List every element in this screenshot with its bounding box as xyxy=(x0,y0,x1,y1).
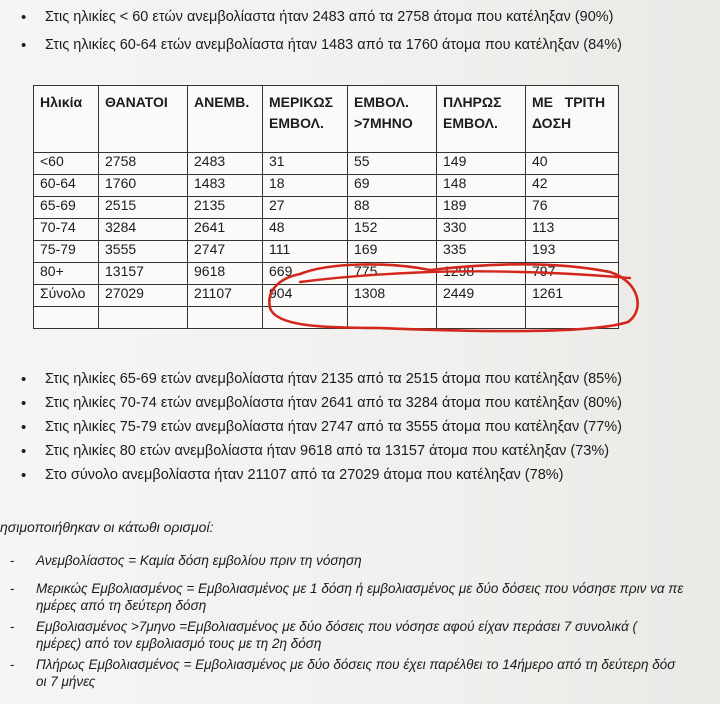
table-cell: 65-69 xyxy=(34,197,99,219)
table-cell: 2515 xyxy=(99,197,188,219)
definition-text: Ανεμβολίαστος = Καμία δόση εμβολίου πριν τη νόσηση xyxy=(36,553,362,568)
table-cell: 40 xyxy=(526,153,619,175)
table-cell: 80+ xyxy=(34,263,99,285)
table-cell: 148 xyxy=(437,175,526,197)
header-cell: ΠΛΗΡΩΣ ΕΜΒΟΛ. xyxy=(437,86,526,153)
bullet-glyph: • xyxy=(21,371,27,388)
bullet-text: Στις ηλικίες 80 ετών ανεμβολίαστα ήταν 9618 από τα 13157 άτομα που κατέληξαν (73%) xyxy=(45,443,610,459)
table-cell: 88 xyxy=(348,197,437,219)
header-cell: ΜΕΡΙΚΩΣ ΕΜΒΟΛ. xyxy=(263,86,348,153)
bullet-text: Στις ηλικίες 65-69 ετών ανεμβολίαστα ήταν 2135 από τα 2515 άτομα που κατέληξαν (85%) xyxy=(45,371,622,387)
table-cell: 904 xyxy=(263,285,348,307)
table-cell: 193 xyxy=(526,241,619,263)
table-cell: 42 xyxy=(526,175,619,197)
header-cell: ΑΝΕΜΒ. xyxy=(188,86,263,153)
bullet-item xyxy=(21,443,610,460)
table-cell: 797 xyxy=(526,263,619,285)
table-cell: 1308 xyxy=(348,285,437,307)
definition-item xyxy=(10,581,684,596)
definition-continuation: ημέρες από τη δεύτερη δόση xyxy=(36,598,207,613)
table-cell: 169 xyxy=(348,241,437,263)
definition-item xyxy=(10,619,638,634)
table-cell: 70-74 xyxy=(34,219,99,241)
table-cell: 69 xyxy=(348,175,437,197)
definition-item xyxy=(10,553,362,568)
table-cell: 330 xyxy=(437,219,526,241)
table-cell: Σύνολο xyxy=(34,285,99,307)
bullet-item xyxy=(21,371,622,388)
table-cell: 3284 xyxy=(99,219,188,241)
bullet-glyph: • xyxy=(21,395,27,412)
definition-item xyxy=(10,657,676,672)
table-cell: 2641 xyxy=(188,219,263,241)
header-cell: ΘΑΝΑΤΟΙ xyxy=(99,86,188,153)
table-cell: 1298 xyxy=(437,263,526,285)
bullet-text: Στις ηλικίες < 60 ετών ανεμβολίαστα ήταν 2483 από τα 2758 άτομα που κατέληξαν (90%) xyxy=(45,9,614,25)
bullet-glyph: • xyxy=(21,419,27,436)
table-cell: 3555 xyxy=(99,241,188,263)
definition-continuation: ημέρες) από τον εμβολιασμό τους με τη 2η δόση xyxy=(36,636,322,651)
definition-continuation: οι 7 μήνες xyxy=(36,674,96,689)
bullet-item xyxy=(21,467,564,484)
red-strike-mark xyxy=(300,271,630,282)
table-cell: 1760 xyxy=(99,175,188,197)
dash-glyph: - xyxy=(10,619,15,634)
header-cell: Ηλικία xyxy=(34,86,99,153)
table-cell: 111 xyxy=(263,241,348,263)
bullet-text: Στις ηλικίες 70-74 ετών ανεμβολίαστα ήταν 2641 από τα 3284 άτομα που κατέληξαν (80%) xyxy=(45,395,622,411)
table-cell: 2449 xyxy=(437,285,526,307)
definition-text: Εμβολιασμένος >7μηνο =Εμβολιασμένος με δύο δόσεις που νόσησε αφού είχαν περάσει 7 συνολικά ( xyxy=(36,619,638,634)
bullet-glyph: • xyxy=(21,9,27,26)
bullet-glyph: • xyxy=(21,467,27,484)
definition-text: Μερικώς Εμβολιασμένος = Εμβολιασμένος με 1 δόση ή εμβολιασμένος με δύο δόσεις που νόσησε πριν να πε xyxy=(36,581,684,596)
table-cell: <60 xyxy=(34,153,99,175)
table-cell: 55 xyxy=(348,153,437,175)
bullet-text: Στο σύνολο ανεμβολίαστα ήταν 21107 από τα 27029 άτομα που κατέληξαν (78%) xyxy=(45,467,564,483)
dash-glyph: - xyxy=(10,581,15,596)
table-cell: 669 xyxy=(263,263,348,285)
table-cell: 335 xyxy=(437,241,526,263)
bullet-text: Στις ηλικίες 60-64 ετών ανεμβολίαστα ήταν 1483 από τα 1760 άτομα που κατέληξαν (84%) xyxy=(45,37,622,53)
table-cell: 48 xyxy=(263,219,348,241)
bullet-text: Στις ηλικίες 75-79 ετών ανεμβολίαστα ήταν 2747 από τα 3555 άτομα που κατέληξαν (77%) xyxy=(45,419,622,435)
definition-text: Πλήρως Εμβολιασμένος = Εμβολιασμένος με δύο δόσεις που έχει παρέλθει το 14ήμερο από τη δεύτερη δόσ xyxy=(36,657,676,672)
table-cell: 189 xyxy=(437,197,526,219)
table-cell: 27 xyxy=(263,197,348,219)
table-cell: 149 xyxy=(437,153,526,175)
table-cell: 75-79 xyxy=(34,241,99,263)
definitions-intro: ησιμοποιήθηκαν οι κάτωθι ορισμοί: xyxy=(0,519,214,535)
table-cell: 76 xyxy=(526,197,619,219)
table-cell: 27029 xyxy=(99,285,188,307)
bullet-item xyxy=(21,395,622,412)
dash-glyph: - xyxy=(10,553,15,568)
bullet-glyph: • xyxy=(21,443,27,460)
table-cell: 21107 xyxy=(188,285,263,307)
table-cell: 60-64 xyxy=(34,175,99,197)
table-cell: 2758 xyxy=(99,153,188,175)
table-cell: 31 xyxy=(263,153,348,175)
table-cell: 152 xyxy=(348,219,437,241)
dash-glyph: - xyxy=(10,657,15,672)
table-cell: 13157 xyxy=(99,263,188,285)
table-cell: 1261 xyxy=(526,285,619,307)
table-cell: 775 xyxy=(348,263,437,285)
table-cell: 2747 xyxy=(188,241,263,263)
table-cell: 113 xyxy=(526,219,619,241)
table-cell: 2135 xyxy=(188,197,263,219)
header-cell: ΜΕ ΤΡΙΤΗ ΔΟΣΗ xyxy=(526,86,619,153)
table-cell: 9618 xyxy=(188,263,263,285)
bullet-glyph: • xyxy=(21,37,27,54)
bullet-item xyxy=(21,419,622,436)
header-cell: ΕΜΒΟΛ. >7ΜΗΝΟ xyxy=(348,86,437,153)
table-cell: 1483 xyxy=(188,175,263,197)
table-cell: 2483 xyxy=(188,153,263,175)
table-cell: 18 xyxy=(263,175,348,197)
